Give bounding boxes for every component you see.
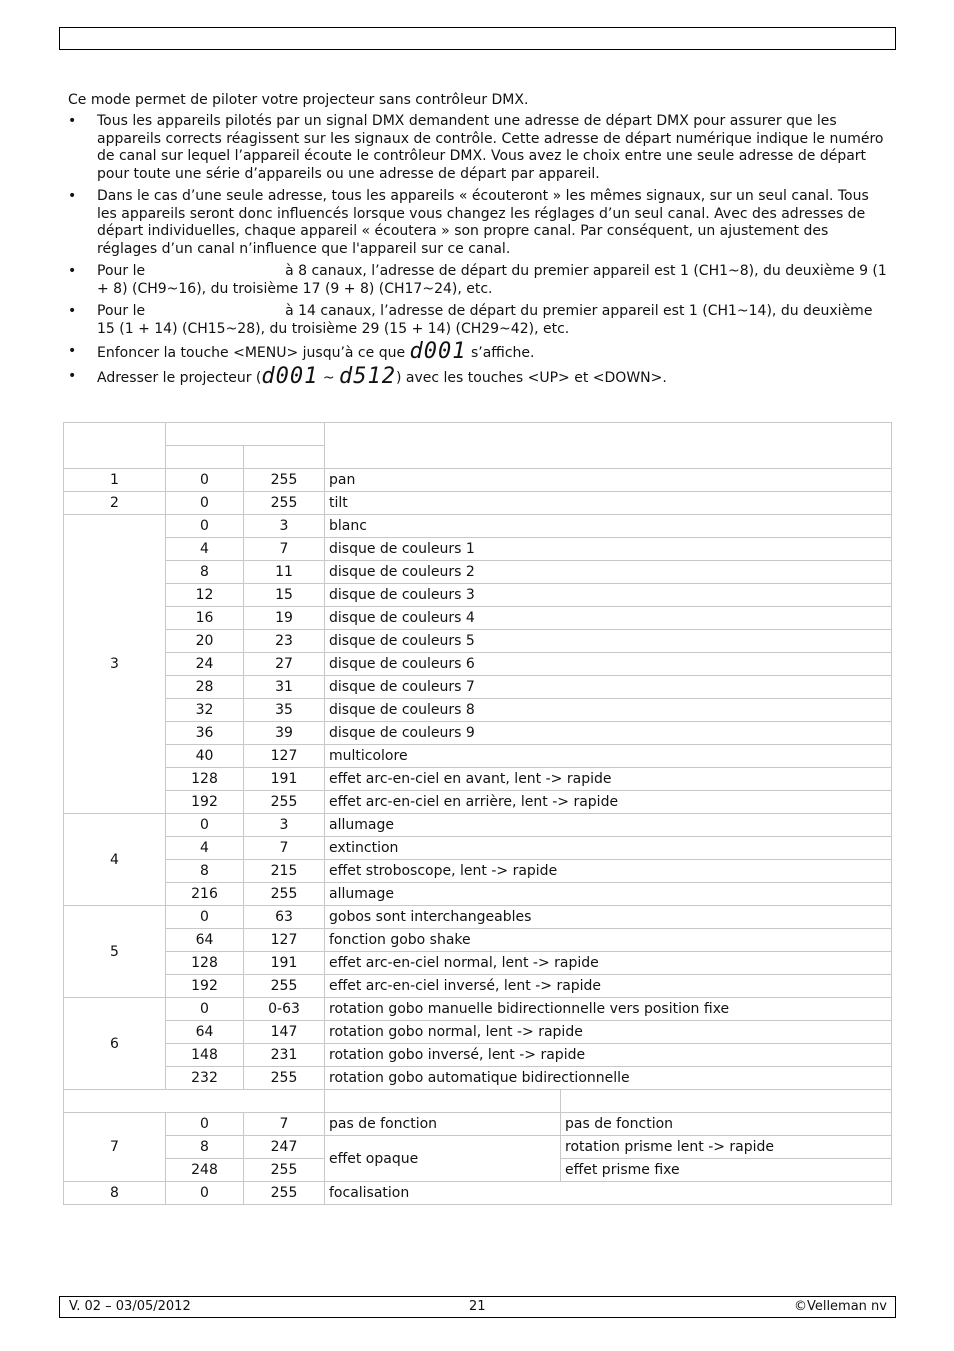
value-low: 28 — [166, 676, 244, 699]
spacer-cell — [325, 1090, 561, 1113]
value-high: 7 — [244, 837, 325, 860]
bullet-list — [68, 113, 890, 392]
value-high: 0-63 — [244, 998, 325, 1021]
value-high: 11 — [244, 561, 325, 584]
function-cell: effet arc-en-ciel inversé, lent -> rapide — [325, 975, 892, 998]
function-cell: fonction gobo shake — [325, 929, 892, 952]
value-low: 64 — [166, 929, 244, 952]
display-code: d512 — [339, 363, 396, 389]
footer-version: V. 02 – 03/05/2012 — [69, 1299, 191, 1314]
value-high: 255 — [244, 1182, 325, 1205]
bullet-14-channels — [68, 303, 890, 338]
table-row — [64, 630, 892, 653]
table-row — [64, 469, 892, 492]
table-row — [64, 837, 892, 860]
bullet-text: Adresser le projecteur ( — [97, 369, 262, 386]
function-cell: tilt — [325, 492, 892, 515]
value-high: 35 — [244, 699, 325, 722]
table-row — [64, 1044, 892, 1067]
bullet-text: à 8 canaux, l’adresse de départ du premier appareil est 1 (CH1~8), du deuxième 9 (1 + 8) (CH9~16), du troisième 17 (9 + 8) (CH17~24), etc. — [97, 263, 887, 297]
function-cell: disque de couleurs 8 — [325, 699, 892, 722]
function-cell: disque de couleurs 4 — [325, 607, 892, 630]
dmx-channel-table — [63, 422, 892, 1205]
table-row — [64, 492, 892, 515]
channel-cell: 1 — [64, 469, 166, 492]
function-cell: disque de couleurs 7 — [325, 676, 892, 699]
channel-cell: 6 — [64, 998, 166, 1090]
table-row — [64, 722, 892, 745]
function-cell: rotation gobo automatique bidirectionnelle — [325, 1067, 892, 1090]
value-high: 215 — [244, 860, 325, 883]
value-high: 3 — [244, 814, 325, 837]
value-high: 255 — [244, 1067, 325, 1090]
page-footer — [59, 1296, 896, 1318]
value-high: 63 — [244, 906, 325, 929]
function-cell: pas de fonction — [325, 1113, 561, 1136]
bullet-text: ) avec les touches <UP> et <DOWN>. — [396, 369, 667, 386]
table-row — [64, 1113, 892, 1136]
function-cell: disque de couleurs 9 — [325, 722, 892, 745]
function-cell: effet arc-en-ciel normal, lent -> rapide — [325, 952, 892, 975]
function-cell: gobos sont interchangeables — [325, 906, 892, 929]
value-low: 0 — [166, 906, 244, 929]
bullet-text: Pour le — [97, 263, 146, 279]
value-low: 12 — [166, 584, 244, 607]
table-row — [64, 561, 892, 584]
value-high: 7 — [244, 1113, 325, 1136]
function-cell: effet arc-en-ciel en arrière, lent -> rapide — [325, 791, 892, 814]
display-code: d001 — [409, 339, 467, 364]
value-low: 216 — [166, 883, 244, 906]
value-high: 255 — [244, 492, 325, 515]
value-low: 40 — [166, 745, 244, 768]
value-high: 255 — [244, 1159, 325, 1182]
bullet-menu-key — [68, 339, 890, 364]
function-cell: multicolore — [325, 745, 892, 768]
table-row — [64, 975, 892, 998]
function-cell: effet arc-en-ciel en avant, lent -> rapide — [325, 768, 892, 791]
table-row — [64, 1182, 892, 1205]
bullet-text: Enfoncer la touche <MENU> jusqu’à ce que — [97, 345, 406, 361]
table-row — [64, 745, 892, 768]
table-row — [64, 1021, 892, 1044]
function-cell: effet prisme fixe — [561, 1159, 892, 1182]
value-low: 24 — [166, 653, 244, 676]
function-cell: disque de couleurs 5 — [325, 630, 892, 653]
table-row — [64, 1067, 892, 1090]
value-high: 15 — [244, 584, 325, 607]
header-cell — [64, 423, 166, 469]
value-low: 0 — [166, 469, 244, 492]
value-low: 8 — [166, 1136, 244, 1159]
function-cell: disque de couleurs 3 — [325, 584, 892, 607]
value-low: 0 — [166, 492, 244, 515]
table-row — [64, 929, 892, 952]
value-high: 7 — [244, 538, 325, 561]
table-row — [64, 860, 892, 883]
value-low: 0 — [166, 1182, 244, 1205]
function-cell: allumage — [325, 883, 892, 906]
value-high: 255 — [244, 883, 325, 906]
bullet-text: s’affiche. — [470, 345, 535, 361]
tilde: ~ — [322, 369, 335, 386]
value-low: 20 — [166, 630, 244, 653]
function-cell: disque de couleurs 1 — [325, 538, 892, 561]
value-low: 16 — [166, 607, 244, 630]
table-row — [64, 515, 892, 538]
table-row — [64, 768, 892, 791]
header-cell — [244, 446, 325, 469]
footer-page-number: 21 — [469, 1299, 486, 1314]
function-cell: effet opaque — [325, 1136, 561, 1182]
table-row — [64, 653, 892, 676]
value-high: 147 — [244, 1021, 325, 1044]
value-low: 248 — [166, 1159, 244, 1182]
channel-cell: 2 — [64, 492, 166, 515]
value-high: 255 — [244, 469, 325, 492]
value-high: 247 — [244, 1136, 325, 1159]
value-low: 128 — [166, 952, 244, 975]
value-high: 231 — [244, 1044, 325, 1067]
footer-copyright: ©Velleman nv — [793, 1299, 887, 1314]
function-cell: focalisation — [325, 1182, 892, 1205]
value-low: 36 — [166, 722, 244, 745]
table-row — [64, 791, 892, 814]
function-cell: pas de fonction — [561, 1113, 892, 1136]
intro-text: Ce mode permet de piloter votre projecteur sans contrôleur DMX. — [68, 92, 529, 108]
table-row — [64, 998, 892, 1021]
bullet-8-channels — [68, 263, 890, 298]
channel-cell: 8 — [64, 1182, 166, 1205]
value-high: 191 — [244, 952, 325, 975]
value-low: 128 — [166, 768, 244, 791]
value-low: 4 — [166, 538, 244, 561]
function-cell: rotation gobo manuelle bidirectionnelle vers position fixe — [325, 998, 892, 1021]
function-cell: rotation gobo inversé, lent -> rapide — [325, 1044, 892, 1067]
bullet-text: à 14 canaux, l’adresse de départ du premier appareil est 1 (CH1~14), du deuxième 15 (1 + 14) (CH15~28), du troisième 29 (15 + 14) (CH29~42), etc. — [97, 303, 873, 337]
function-cell: pan — [325, 469, 892, 492]
function-cell: blanc — [325, 515, 892, 538]
table-row — [64, 906, 892, 929]
value-low: 192 — [166, 975, 244, 998]
value-low: 64 — [166, 1021, 244, 1044]
function-cell: disque de couleurs 2 — [325, 561, 892, 584]
table-row — [64, 814, 892, 837]
channel-cell: 7 — [64, 1113, 166, 1182]
value-high: 27 — [244, 653, 325, 676]
value-high: 191 — [244, 768, 325, 791]
spacer-cell — [64, 1090, 325, 1113]
channel-cell: 3 — [64, 515, 166, 814]
channel-cell: 4 — [64, 814, 166, 906]
value-low: 0 — [166, 515, 244, 538]
table-row — [64, 607, 892, 630]
table-row — [64, 883, 892, 906]
value-low: 232 — [166, 1067, 244, 1090]
header-cell — [166, 423, 325, 446]
header-cell — [325, 423, 892, 469]
value-low: 0 — [166, 998, 244, 1021]
function-cell: extinction — [325, 837, 892, 860]
table-row — [64, 676, 892, 699]
bullet-text: Pour le — [97, 303, 146, 319]
table-row — [64, 1136, 892, 1159]
spacer-cell — [561, 1090, 892, 1113]
function-cell: effet stroboscope, lent -> rapide — [325, 860, 892, 883]
value-high: 127 — [244, 745, 325, 768]
table-row — [64, 1090, 892, 1113]
value-high: 39 — [244, 722, 325, 745]
value-low: 0 — [166, 814, 244, 837]
value-high: 3 — [244, 515, 325, 538]
header-cell — [166, 446, 244, 469]
value-high: 19 — [244, 607, 325, 630]
value-low: 192 — [166, 791, 244, 814]
bullet-dmx-address: • Tous les appareils pilotés par un signal DMX demandent une adresse de départ DMX pour assurer que les appareils corrects réagissent sur les signaux de contrôle. Cette adresse de départ numérique indique le numéro de canal sur lequel l’appareil écoute le contrôleur DMX. Vous avez le choix entre une seule adresse de départ pour toute une série d’appareils ou une adresse de départ par appareil. — [68, 113, 890, 183]
value-low: 4 — [166, 837, 244, 860]
channel-cell: 5 — [64, 906, 166, 998]
value-low: 0 — [166, 1113, 244, 1136]
header-box — [59, 27, 896, 50]
value-high: 23 — [244, 630, 325, 653]
table-row — [64, 699, 892, 722]
bullet-single-address: • Dans le cas d’une seule adresse, tous les appareils « écouteront » les mêmes signaux, sur un seul canal. Tous les appareils seront donc influencés lorsque vous changez les réglages d’un seul canal. Avec des adresses de départ individuelles, chaque appareil « écoutera » son propre canal. Par conséquent, un ajustement des réglages d’un canal n’influence que l'appareil sur ce canal. — [68, 188, 890, 258]
function-cell: rotation gobo normal, lent -> rapide — [325, 1021, 892, 1044]
table-row — [64, 538, 892, 561]
value-high: 255 — [244, 975, 325, 998]
value-low: 148 — [166, 1044, 244, 1067]
value-low: 8 — [166, 561, 244, 584]
value-high: 127 — [244, 929, 325, 952]
table-row — [64, 952, 892, 975]
table-row — [64, 584, 892, 607]
value-high: 31 — [244, 676, 325, 699]
bullet-address-projector — [68, 363, 890, 389]
table-header-row — [64, 423, 892, 446]
value-low: 32 — [166, 699, 244, 722]
function-cell: rotation prisme lent -> rapide — [561, 1136, 892, 1159]
function-cell: disque de couleurs 6 — [325, 653, 892, 676]
value-high: 255 — [244, 791, 325, 814]
display-code: d001 — [261, 363, 319, 389]
value-low: 8 — [166, 860, 244, 883]
function-cell: allumage — [325, 814, 892, 837]
